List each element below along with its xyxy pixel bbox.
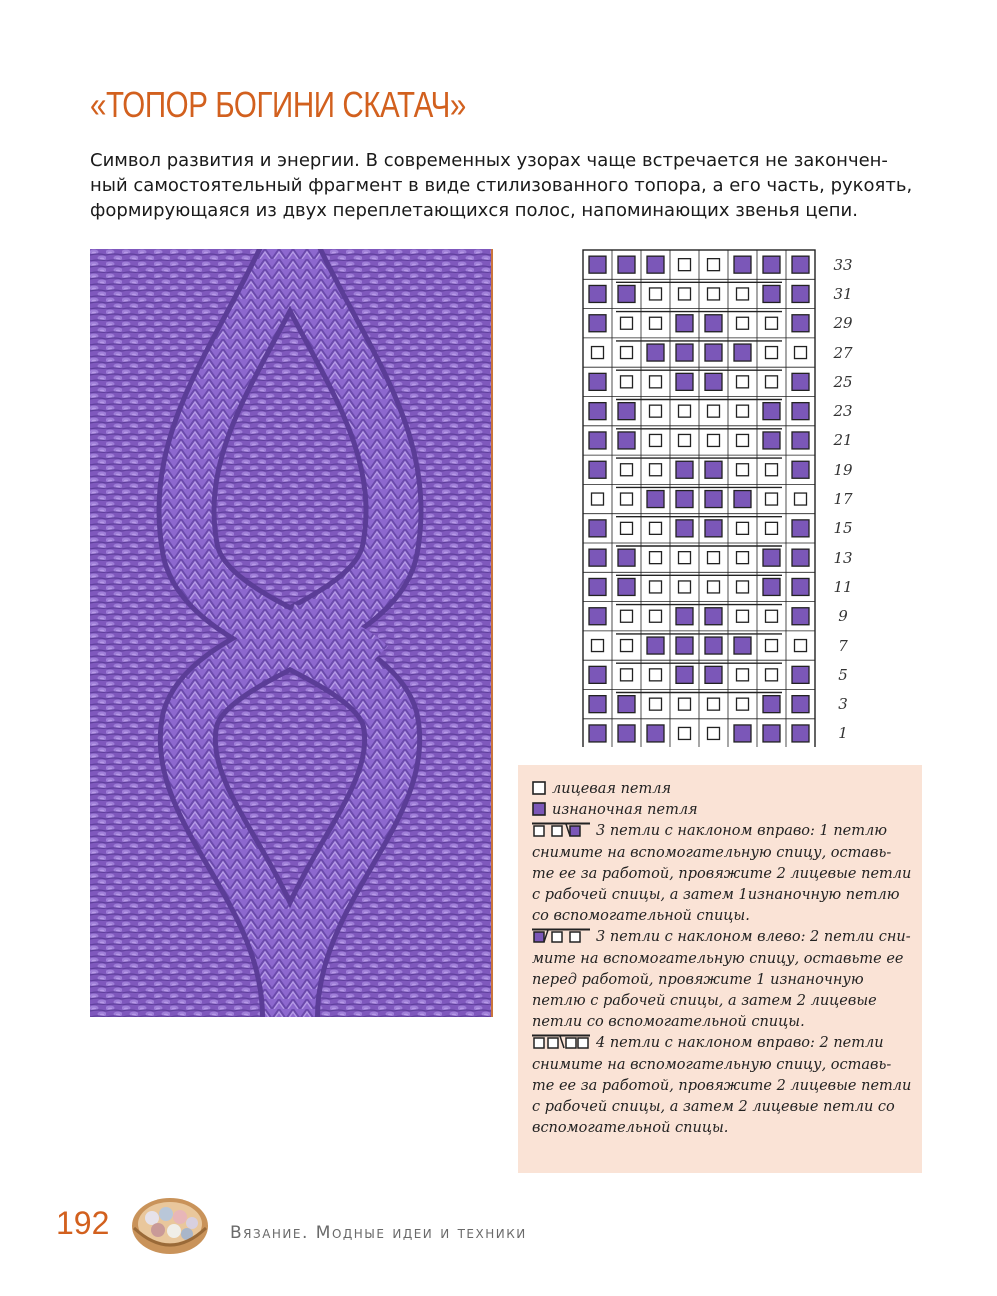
chart-cell-purl <box>734 725 751 742</box>
chart-cell-purl <box>792 315 809 332</box>
chart-cell-purl <box>763 285 780 302</box>
chart-cell-knit <box>766 640 778 652</box>
book-title: Вязание. Модные идеи и техники <box>230 1223 527 1243</box>
chart-cell-knit <box>737 581 749 593</box>
chart-cell-knit <box>737 610 749 622</box>
chart-cell-purl <box>763 403 780 420</box>
chart-cell-purl <box>676 344 693 361</box>
cross-left-3-line: перед работой, провяжите 1 изнаночную <box>532 971 864 988</box>
chart-cell-purl <box>763 432 780 449</box>
chart-cell-purl <box>589 373 606 390</box>
chart-cell-purl <box>589 315 606 332</box>
cross-right-4-line: вспомогательной спицы. <box>532 1120 729 1137</box>
chart-cell-knit <box>708 405 720 417</box>
chart-cell-knit <box>592 347 604 359</box>
chart-cell-knit <box>708 727 720 739</box>
intro-line: ный самостоятельный фрагмент в виде стилизованного топора, а его часть, рукоять, <box>90 175 913 196</box>
chart-row-number: 3 <box>838 695 848 714</box>
chart-cell-knit <box>679 581 691 593</box>
chart-row-number: 13 <box>833 548 853 567</box>
page-title: «ТОПОР БОГИНИ СКАТАЧ» <box>90 84 466 125</box>
chart-cell-purl <box>792 373 809 390</box>
purl-stitch-icon <box>532 802 546 816</box>
chart-cell-knit <box>708 434 720 446</box>
chart-cell-knit <box>650 522 662 534</box>
chart-cell-purl <box>734 637 751 654</box>
chart-cell-purl <box>676 608 693 625</box>
chart-cell-knit <box>795 640 807 652</box>
chart-cell-purl <box>589 725 606 742</box>
chart-cell-knit <box>708 288 720 300</box>
chart-cell-purl <box>589 520 606 537</box>
chart-cell-knit <box>621 493 633 505</box>
chart-cell-knit <box>737 552 749 564</box>
chart-cell-knit <box>766 347 778 359</box>
chart-cell-knit <box>650 698 662 710</box>
cross-right-3-line: снимите на вспомогательную спицу, оставь- <box>532 844 892 861</box>
chart-cell-purl <box>618 432 635 449</box>
chart-cell-purl <box>618 696 635 713</box>
chart-cell-purl <box>618 256 635 273</box>
chart-cell-purl <box>792 432 809 449</box>
chart-cell-purl <box>589 432 606 449</box>
chart-cell-purl <box>589 666 606 683</box>
chart-cell-purl <box>792 549 809 566</box>
chart-cell-purl <box>705 373 722 390</box>
cross-right-4-line: с рабочей спицы, а затем 2 лицевые петли со <box>532 1099 895 1116</box>
cross-right-4-line: 4 петли с наклоном вправо: 2 петли <box>596 1035 884 1052</box>
chart-row-numbers <box>828 247 868 747</box>
chart-cell-knit <box>708 698 720 710</box>
chart-cell-knit <box>708 581 720 593</box>
chart-cell-knit <box>592 640 604 652</box>
chart-cell-knit <box>650 288 662 300</box>
chart-cell-knit <box>737 376 749 388</box>
chart-cell-knit <box>621 347 633 359</box>
chart-cell-knit <box>679 698 691 710</box>
chart-cell-knit <box>650 669 662 681</box>
chart-cell-knit <box>737 405 749 417</box>
chart-cell-knit <box>621 669 633 681</box>
chart-cell-knit <box>621 464 633 476</box>
chart-cell-purl <box>705 637 722 654</box>
cable-knit-illustration <box>90 249 491 1017</box>
chart-cell-knit <box>737 317 749 329</box>
chart-cell-purl <box>792 256 809 273</box>
intro-line: формирующаяся из двух переплетающихся полос, напоминающих звенья цепи. <box>90 200 858 221</box>
chart-cell-knit <box>795 347 807 359</box>
chart-row-number: 19 <box>833 460 853 479</box>
chart-cell-purl <box>792 666 809 683</box>
chart-cell-knit <box>766 493 778 505</box>
chart-cell-purl <box>676 491 693 508</box>
chart-cell-knit <box>650 610 662 622</box>
chart-cell-knit <box>766 464 778 476</box>
chart-cell-knit <box>795 493 807 505</box>
chart-cell-knit <box>650 552 662 564</box>
chart-row-number: 9 <box>838 607 848 626</box>
chart-cell-purl <box>589 549 606 566</box>
cross-right-4-line: снимите на вспомогательную спицу, оставь- <box>532 1056 892 1073</box>
chart-cell-purl <box>589 578 606 595</box>
chart-cell-knit <box>621 376 633 388</box>
knitting-chart <box>580 247 820 747</box>
chart-cell-purl <box>618 549 635 566</box>
chart-cell-purl <box>705 666 722 683</box>
chart-cell-purl <box>676 373 693 390</box>
chart-row-number: 21 <box>833 431 853 450</box>
cross-left-3-line: 3 петли с наклоном влево: 2 петли сни- <box>596 929 911 946</box>
chart-cell-knit <box>679 552 691 564</box>
chart-cell-purl <box>589 608 606 625</box>
legend-knit-label: лицевая петля <box>552 781 672 797</box>
chart-row-number: 33 <box>833 255 853 274</box>
chart-cell-knit <box>737 669 749 681</box>
chart-cell-knit <box>650 581 662 593</box>
chart-row-number: 29 <box>833 314 853 333</box>
chart-cell-purl <box>763 578 780 595</box>
chart-cell-knit <box>679 727 691 739</box>
chart-cell-purl <box>676 637 693 654</box>
chart-cell-purl <box>705 461 722 478</box>
chart-cell-knit <box>737 464 749 476</box>
legend-purl <box>532 800 912 821</box>
chart-cell-knit <box>737 698 749 710</box>
chart-row-number: 5 <box>838 665 848 684</box>
chart-cell-purl <box>589 461 606 478</box>
chart-cell-knit <box>621 640 633 652</box>
chart-cell-knit <box>679 259 691 271</box>
chart-cell-knit <box>708 552 720 564</box>
cross-right-3-line: те ее за работой, провяжите 2 лицевые петли <box>532 865 912 882</box>
legend-cross-right-4 <box>532 1033 912 1054</box>
legend-box <box>518 765 922 1173</box>
chart-cell-knit <box>679 288 691 300</box>
chart-row-number: 15 <box>833 519 853 538</box>
cross-right-4-icon <box>532 1034 590 1049</box>
chart-cell-purl <box>734 344 751 361</box>
chart-cell-purl <box>618 725 635 742</box>
chart-cell-purl <box>589 285 606 302</box>
cross-right-3-icon <box>532 822 590 837</box>
chart-cell-purl <box>676 315 693 332</box>
chart-cell-knit <box>650 317 662 329</box>
chart-cell-purl <box>792 696 809 713</box>
chart-cell-purl <box>618 403 635 420</box>
chart-row-number: 1 <box>838 724 848 743</box>
chart-cell-purl <box>763 256 780 273</box>
chart-cell-purl <box>763 696 780 713</box>
chart-cell-purl <box>763 549 780 566</box>
chart-cell-purl <box>618 285 635 302</box>
legend-cross-right-3 <box>532 821 912 842</box>
chart-row-number: 17 <box>833 490 853 509</box>
chart-cell-knit <box>679 434 691 446</box>
chart-cell-purl <box>676 520 693 537</box>
chart-cell-purl <box>676 666 693 683</box>
chart-cell-purl <box>647 637 664 654</box>
chart-cell-purl <box>676 461 693 478</box>
chart-row-number: 31 <box>833 284 853 303</box>
chart-cell-knit <box>766 522 778 534</box>
chart-cell-knit <box>650 376 662 388</box>
chart-cell-knit <box>621 522 633 534</box>
chart-cell-purl <box>792 608 809 625</box>
knitted-sample-photo <box>90 249 493 1017</box>
chart-cell-knit <box>621 610 633 622</box>
cross-left-3-line: мите на вспомогательную спицу, оставьте ее <box>532 950 904 967</box>
cross-left-3-line: петли со вспомогательной спицы. <box>532 1014 805 1031</box>
chart-cell-purl <box>734 256 751 273</box>
chart-cell-knit <box>650 464 662 476</box>
chart-row-number: 11 <box>833 577 853 596</box>
chart-cell-purl <box>792 461 809 478</box>
chart-cell-purl <box>618 578 635 595</box>
chart-cell-purl <box>647 344 664 361</box>
chart-cell-knit <box>650 405 662 417</box>
chart-cell-purl <box>792 578 809 595</box>
chart-cell-purl <box>792 285 809 302</box>
chart-cell-purl <box>705 344 722 361</box>
chart-cell-purl <box>792 725 809 742</box>
chart-cell-purl <box>763 725 780 742</box>
chart-cell-purl <box>734 491 751 508</box>
chart-cell-knit <box>766 669 778 681</box>
chart-cell-knit <box>737 288 749 300</box>
legend-purl-label: изнаночная петля <box>552 802 698 819</box>
chart-row-number: 23 <box>833 402 853 421</box>
chart-row-number: 7 <box>838 636 848 655</box>
chart-cell-purl <box>589 696 606 713</box>
chart-cell-knit <box>708 259 720 271</box>
chart-cell-knit <box>650 434 662 446</box>
chart-cell-purl <box>647 491 664 508</box>
knit-stitch-icon <box>532 781 546 795</box>
cross-left-3-line: петлю с рабочей спицы, а затем 2 лицевые <box>532 993 877 1010</box>
cross-right-3-line: со вспомогательной спицы. <box>532 908 750 925</box>
chart-cell-purl <box>589 403 606 420</box>
chart-cell-purl <box>792 520 809 537</box>
chart-cell-purl <box>792 403 809 420</box>
chart-cell-knit <box>766 317 778 329</box>
chart-cell-purl <box>705 315 722 332</box>
chart-cell-purl <box>589 256 606 273</box>
intro-line: Символ развития и энергии. В современных узорах чаще встречается не закончен- <box>90 150 888 171</box>
chart-cell-knit <box>737 522 749 534</box>
chart-row-number: 25 <box>833 372 853 391</box>
chart-cell-purl <box>705 608 722 625</box>
chart-cell-purl <box>647 725 664 742</box>
chart-cell-knit <box>679 405 691 417</box>
cross-left-3-icon <box>532 928 590 943</box>
chart-cell-purl <box>705 520 722 537</box>
legend-cross-left-3 <box>532 927 912 948</box>
page-number: 192 <box>56 1205 110 1241</box>
chart-row-number: 27 <box>833 343 853 362</box>
cross-right-3-line: с рабочей спицы, а затем 1изнаночную петлю <box>532 887 900 904</box>
cross-right-4-line: те ее за работой, провяжите 2 лицевые петли <box>532 1077 912 1094</box>
chart-cell-purl <box>647 256 664 273</box>
yarn-basket-icon <box>130 1192 210 1256</box>
chart-cell-knit <box>737 434 749 446</box>
cross-right-3-line: 3 петли с наклоном вправо: 1 петлю <box>596 823 888 840</box>
legend-knit <box>532 779 912 800</box>
chart-cell-knit <box>766 610 778 622</box>
intro-paragraph <box>90 148 920 223</box>
chart-cell-purl <box>705 491 722 508</box>
chart-cell-knit <box>621 317 633 329</box>
chart-cell-knit <box>592 493 604 505</box>
chart-cell-knit <box>766 376 778 388</box>
